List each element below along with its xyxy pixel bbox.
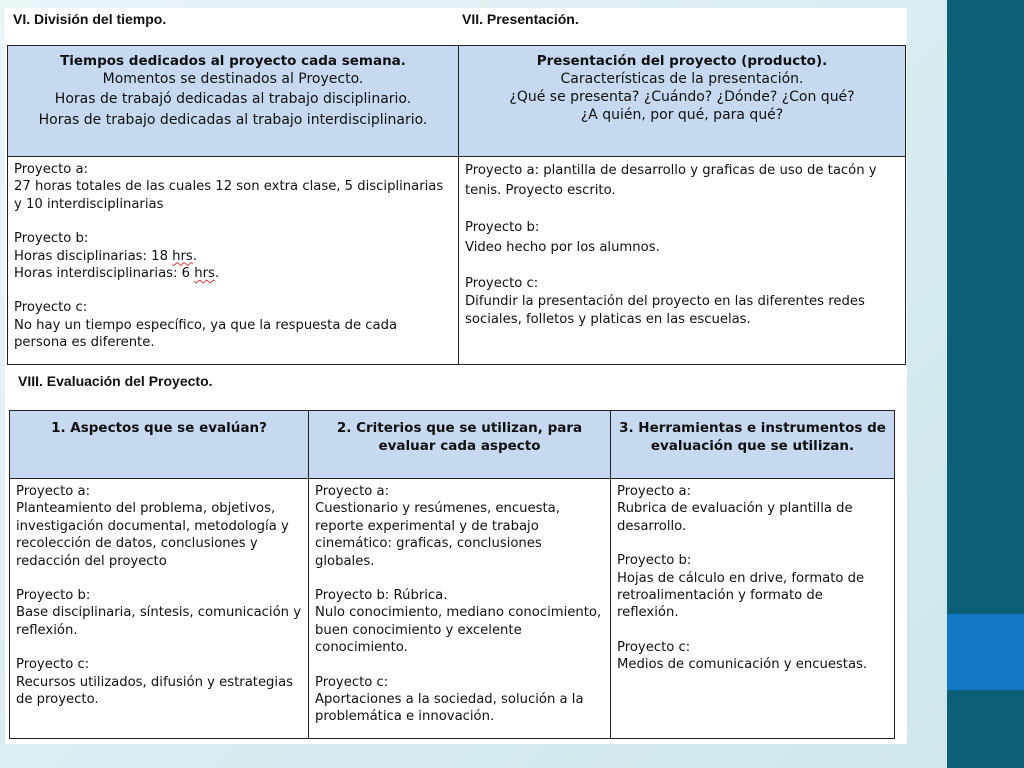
proyecto-b-label: Proyecto b: xyxy=(465,220,540,235)
proyecto-c-label: Proyecto c: xyxy=(617,639,691,655)
proyecto-a-label: Proyecto a: xyxy=(617,484,692,499)
proyecto-c-text: Aportaciones a la sociedad, solución a la problemática e innovación. xyxy=(315,692,584,725)
proyecto-c-label: Proyecto c: xyxy=(465,276,539,291)
section-title-evaluacion: VIII. Evaluación del Proyecto. xyxy=(18,373,213,389)
proyecto-b-text: Nulo conocimiento, mediano conocimiento, buen conocimiento y excelente conocimiento. xyxy=(315,605,602,656)
text-segment-flagged: hrs xyxy=(172,248,193,264)
header-line-momentos: Momentos se destinados al Proyecto. xyxy=(102,71,364,88)
proyecto-c-text: Recursos utilizados, difusión y estrategias de proyecto. xyxy=(16,674,294,708)
header-cell-tiempos xyxy=(8,46,459,157)
header-cell-presentacion xyxy=(459,46,906,157)
slide-side-accent xyxy=(947,614,1024,690)
proyecto-b-line-disciplinarias xyxy=(14,248,452,265)
header-cell-aspectos xyxy=(10,411,309,479)
header-herramientas: 3. Herramientas e instrumentos de evaluación que se utilizan. xyxy=(619,420,886,454)
header-line-horas-interdisciplinario: Horas de trabajo dedicadas al trabajo interdisciplinario. xyxy=(38,112,428,129)
proyecto-a-label: Proyecto a: xyxy=(16,484,91,499)
text-segment: Horas interdisciplinarias: 6 xyxy=(14,266,195,282)
proyecto-c-text: No hay un tiempo específico, ya que la respuesta de cada persona es diferente. xyxy=(14,317,398,351)
body-cell-presentacion xyxy=(459,157,906,365)
proyecto-b-label: Proyecto b: xyxy=(617,553,692,569)
table-header-row xyxy=(8,46,906,157)
proyecto-b-label: Proyecto b: xyxy=(16,588,91,604)
proyecto-b-label: Proyecto b: xyxy=(14,231,89,247)
header-line-caracteristicas: Características de la presentación. xyxy=(560,71,804,88)
header-line-horas-disciplinario: Horas de trabajó dedicadas al trabajo disciplinario. xyxy=(54,91,412,108)
table-body-row xyxy=(10,479,895,739)
header-title-presentacion: Presentación del proyecto (producto). xyxy=(536,53,828,69)
body-cell-tiempos xyxy=(8,157,459,365)
section-title-division-tiempo: VI. División del tiempo. xyxy=(13,11,167,27)
proyecto-a-text: Planteamiento del problema, objetivos, investigación documental, metodología y recolección de datos, conclusiones y redacción del proyecto xyxy=(16,501,289,569)
proyecto-a-text: 27 horas totales de las cuales 12 son extra clase, 5 disciplinarias y 10 interdisciplinarias xyxy=(14,179,444,212)
header-line-a-quien: ¿A quién, por qué, para qué? xyxy=(580,107,784,124)
body-cell-herramientas xyxy=(611,479,895,739)
proyecto-a-text: Proyecto a: plantilla de desarrollo y graficas de uso de tacón y tenis. Proyecto escrito. xyxy=(465,163,877,198)
proyecto-c-text: Medios de comunicación y encuestas. xyxy=(617,657,868,673)
proyecto-c-label: Proyecto c: xyxy=(14,300,88,316)
proyecto-b-text: Hojas de cálculo en drive, formato de retroalimentación y formato de reflexión. xyxy=(617,570,865,621)
table-division-presentacion xyxy=(7,45,906,365)
text-segment: . xyxy=(192,248,198,264)
proyecto-a-label: Proyecto a: xyxy=(315,484,390,499)
body-cell-aspectos xyxy=(10,479,309,739)
proyecto-c-label: Proyecto c: xyxy=(16,657,90,673)
proyecto-b-label: Proyecto b: Rúbrica. xyxy=(315,588,448,604)
proyecto-b-text: Base disciplinaria, síntesis, comunicación y reflexión. xyxy=(16,605,301,638)
header-title-tiempos: Tiempos dedicados al proyecto cada semana. xyxy=(60,53,406,69)
proyecto-a-text: Cuestionario y resúmenes, encuesta, reporte experimental y de trabajo cinemático: graficas, conclusiones globales. xyxy=(315,501,560,569)
proyecto-b-text: Video hecho por los alumnos. xyxy=(465,240,660,255)
text-segment: . xyxy=(214,266,220,282)
text-segment-flagged: hrs xyxy=(194,266,215,282)
text-segment: Horas disciplinarias: 18 xyxy=(14,248,173,264)
table-body-row xyxy=(8,157,906,365)
section-title-presentacion: VII. Presentación. xyxy=(462,11,579,27)
table-header-row xyxy=(10,411,895,479)
proyecto-c-label: Proyecto c: xyxy=(315,674,389,690)
body-cell-criterios xyxy=(309,479,611,739)
proyecto-b-line-interdisciplinarias xyxy=(14,265,452,282)
table-evaluacion xyxy=(9,410,895,739)
proyecto-a-label: Proyecto a: xyxy=(14,162,89,177)
header-aspectos: 1. Aspectos que se evalúan? xyxy=(51,420,267,436)
header-line-que-se-presenta: ¿Qué se presenta? ¿Cuándo? ¿Dónde? ¿Con qué? xyxy=(509,89,855,106)
proyecto-c-text: Difundir la presentación del proyecto en las diferentes redes sociales, folletos y platicas en las escuelas. xyxy=(465,294,865,327)
header-criterios: 2. Criterios que se utilizan, para evaluar cada aspecto xyxy=(336,420,583,454)
header-cell-criterios xyxy=(309,411,611,479)
proyecto-a-text: Rubrica de evaluación y plantilla de desarrollo. xyxy=(617,501,853,534)
header-cell-herramientas xyxy=(611,411,895,479)
